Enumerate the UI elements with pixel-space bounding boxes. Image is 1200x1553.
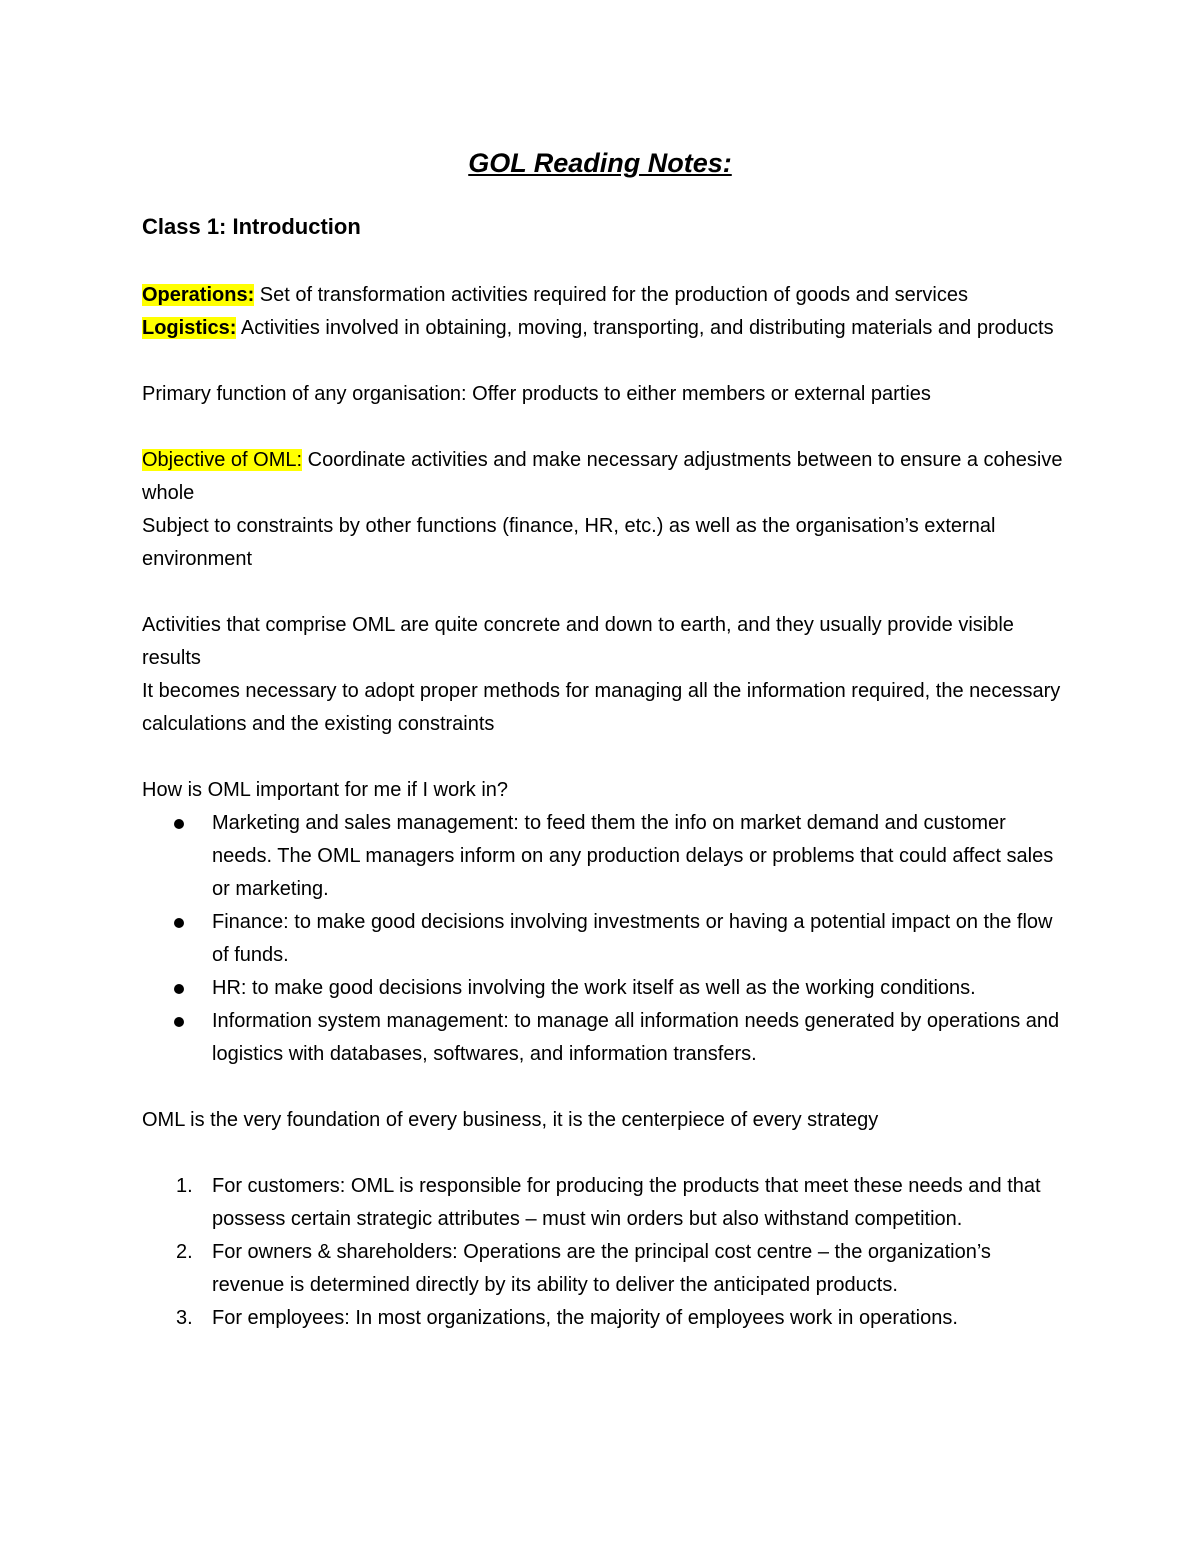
- numbered-item: [142, 1170, 1067, 1236]
- definition-operations: [142, 279, 1067, 312]
- item-number: 1.: [176, 1175, 193, 1197]
- objective-line: [142, 444, 1067, 510]
- spacer: [142, 576, 1067, 609]
- foundation-line: OML is the very foundation of every business, it is the centerpiece of every strategy: [142, 1109, 879, 1131]
- bullet-item: [142, 906, 1067, 972]
- objective-text: Coordinate activities and make necessary adjustments between to ensure a cohesive whole: [142, 449, 1063, 504]
- spacer: [142, 1137, 1067, 1170]
- item-number: 3.: [176, 1307, 193, 1329]
- numbered-text: For owners & shareholders: Operations are the principal cost centre – the organization’s revenue is determined directly by its ability to deliver the anticipated products.: [212, 1241, 991, 1296]
- numbered-text: For customers: OML is responsible for producing the products that meet these needs and that possess certain strategic attributes – must win orders but also withstand competition.: [212, 1175, 1041, 1230]
- primary-function-line: Primary function of any organisation: Offer products to either members or external parties: [142, 383, 931, 405]
- spacer: [142, 345, 1067, 378]
- spacer: [142, 741, 1067, 774]
- definition-logistics-text: Activities involved in obtaining, moving, transporting, and distributing materials and products: [236, 317, 1054, 339]
- bullet-icon: [174, 1017, 184, 1027]
- spacer: [142, 411, 1067, 444]
- document-title: GOL Reading Notes:: [468, 148, 732, 178]
- bullet-item: [142, 972, 1067, 1005]
- definition-operations-text: Set of transformation activities required for the production of goods and services: [254, 284, 968, 306]
- numbered-list: [142, 1170, 1067, 1335]
- bullet-list: [142, 807, 1067, 1071]
- activities-line-2: It becomes necessary to adopt proper methods for managing all the information required, the necessary calculations and the existing constraints: [142, 680, 1061, 735]
- bullet-icon: [174, 984, 184, 994]
- definition-logistics: [142, 312, 1067, 345]
- term-operations: Operations:: [142, 284, 255, 306]
- activities-line-1: Activities that comprise OML are quite concrete and down to earth, and they usually provide visible results: [142, 614, 1014, 669]
- question-line: How is OML important for me if I work in?: [142, 779, 509, 801]
- bullet-text: Finance: to make good decisions involving investments or having a potential impact on the flow of funds.: [212, 911, 1053, 966]
- bullet-icon: [174, 819, 184, 829]
- term-objective: Objective of OML:: [142, 449, 303, 471]
- spacer: [142, 1071, 1067, 1104]
- numbered-item: [142, 1236, 1067, 1302]
- numbered-text: For employees: In most organizations, the majority of employees work in operations.: [212, 1307, 958, 1329]
- bullet-item: [142, 1005, 1067, 1071]
- bullet-text: HR: to make good decisions involving the work itself as well as the working conditions.: [212, 977, 976, 999]
- section-heading: Class 1: Introduction: [142, 214, 361, 239]
- bullet-item: [142, 807, 1067, 906]
- term-logistics: Logistics:: [142, 317, 237, 339]
- item-number: 2.: [176, 1241, 193, 1263]
- bullet-text: Information system management: to manage all information needs generated by operations and logistics with databases, softwares, and information transfers.: [212, 1010, 1060, 1065]
- bullet-text: Marketing and sales management: to feed them the info on market demand and customer needs. The OML managers inform on any production delays or problems that could affect sales or marketing.: [212, 812, 1054, 900]
- document-body: [142, 279, 1067, 1335]
- bullet-icon: [174, 918, 184, 928]
- constraints-line: Subject to constraints by other functions (finance, HR, etc.) as well as the organisation’s external environment: [142, 515, 996, 570]
- numbered-item: [142, 1302, 1067, 1335]
